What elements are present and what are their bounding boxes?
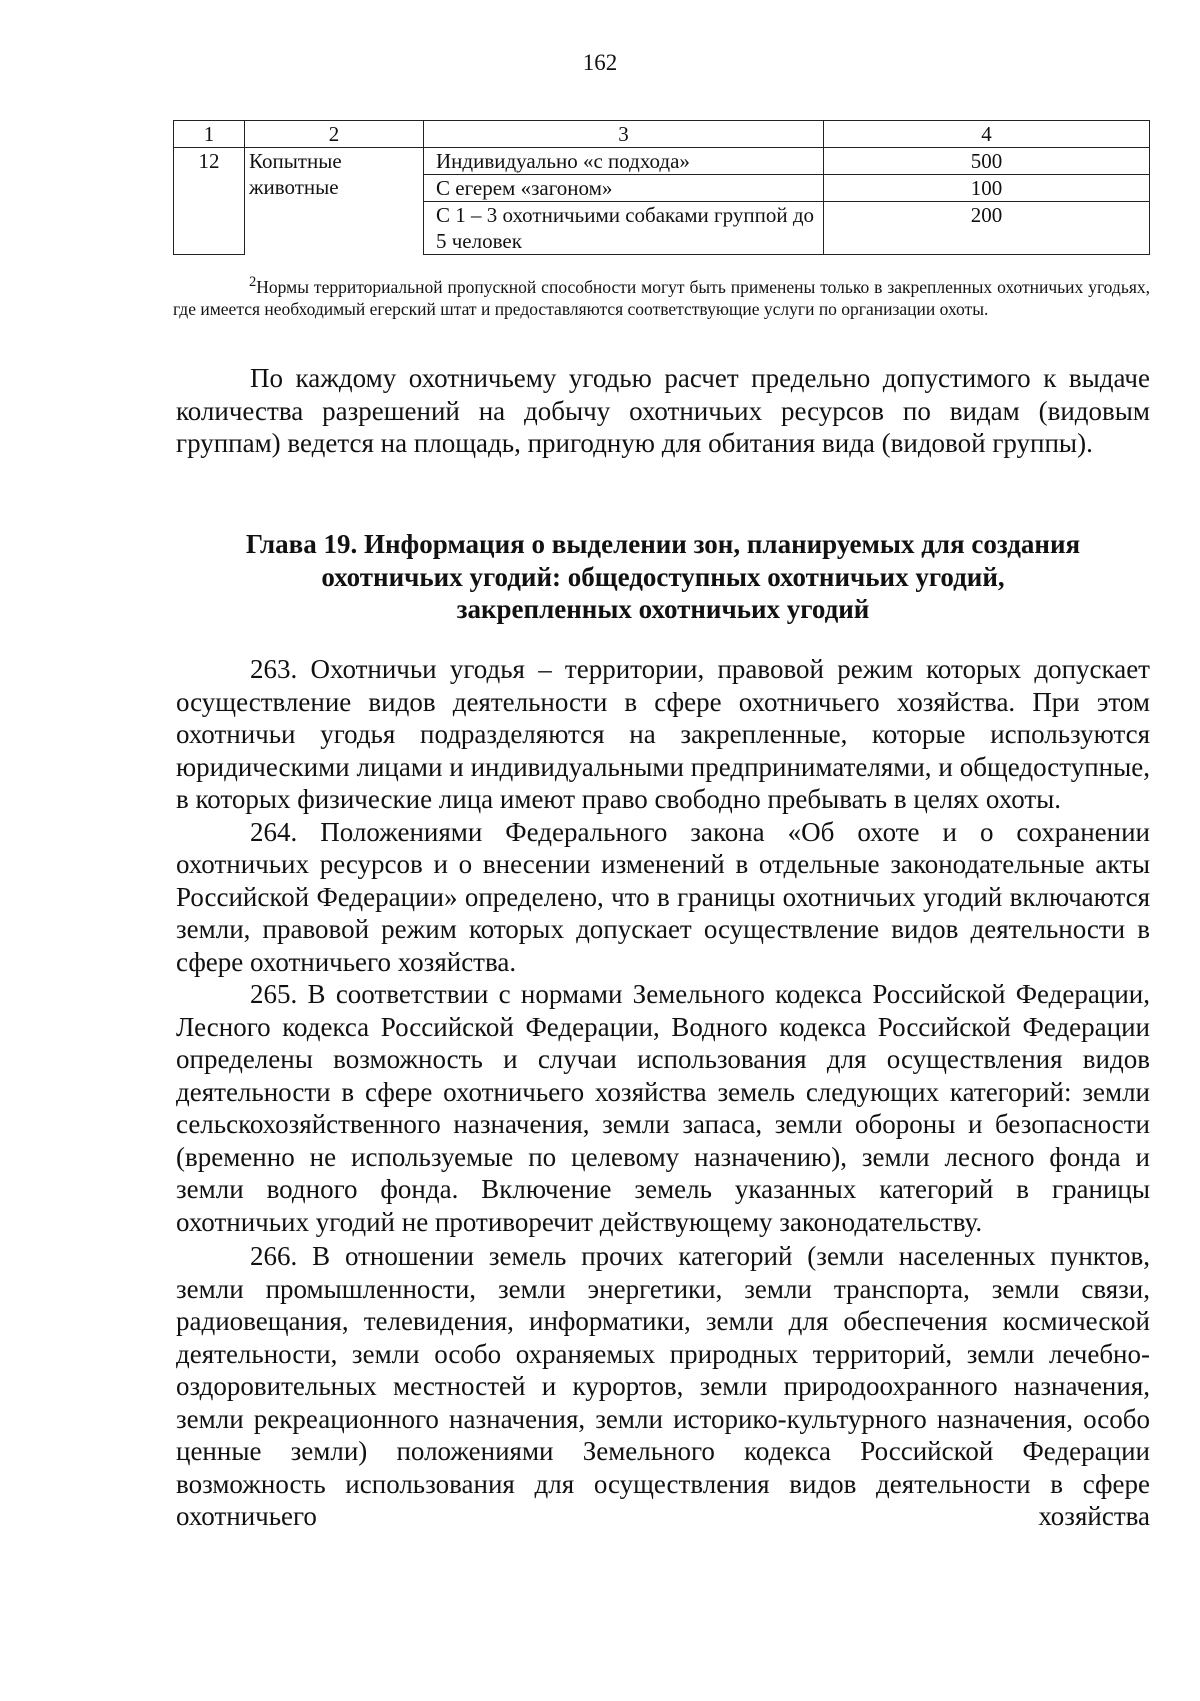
hunting-method-cell: С 1 – 3 охотничьими собаками группой до 5 человек	[424, 202, 824, 255]
chapter-heading-line: охотничьих угодий: общедоступных охотничьих угодий,	[321, 561, 1005, 592]
intro-paragraph: По каждому охотничьему угодью расчет предельно допустимого к выдаче количества разрешений на добычу охотничьих ресурсов по видам (видовым группам) ведется на площадь, пригодную для обитания вида (видовой группы).	[176, 363, 1150, 458]
footnote	[173, 271, 1150, 320]
paragraph-265: 265. В соответствии с нормами Земельного кодекса Российской Федерации, Лесного кодекса Российской Федерации, Водного кодекса Российской Федерации определены возможность и случаи использования для осуществления видов деятельности в сфере охотничьего хозяйства земель следующих категорий: земли сельскохозяйственного назначения, земли запаса, земли обороны и безопасности (временно не используемые по целевому назначению), земли лесного фонда и земли водного фонда. Включение земель указанных категорий в границы охотничьих угодий не противоречит действующему законодательству.	[176, 979, 1150, 1237]
norm-value-cell: 100	[824, 175, 1150, 202]
chapter-heading	[176, 528, 1150, 626]
table-row	[174, 148, 1150, 175]
chapter-heading-line: Глава 19. Информация о выделении зон, планируемых для создания	[245, 529, 1081, 559]
table-header-cell: 2	[245, 121, 424, 148]
table-header-cell: 4	[824, 121, 1150, 148]
norm-value-cell: 200	[824, 202, 1150, 255]
row-number-cell: 12	[174, 148, 245, 255]
paragraph-264: 264. Положениями Федерального закона «Об охоте и о сохранении охотничьих ресурсов и о внесении изменений в отдельные законодательные акты Российской Федерации» определено, что в границы охотничьих угодий включаются земли, правовой режим которых допускает осуществление видов деятельности в сфере охотничьего хозяйства.	[176, 816, 1150, 977]
paragraph-263: 263. Охотничьи угодья – территории, правовой режим которых допускает осуществление видов деятельности в сфере охотничьего хозяйства. При этом охотничьи угодья подразделяются на закрепленные, которые используются юридическими лицами и индивидуальными предпринимателями, и общедоступные, в которых физические лица имеют право свободно пребывать в целях охоты.	[176, 654, 1150, 814]
animal-group-line: Копытные	[249, 149, 342, 173]
footnote-text: Нормы территориальной пропускной способности могут быть применены только в закрепленных охотничьих угодьях, где имеется необходимый егерский штат и предоставляются соответствующие услуги по организации охоты.	[173, 276, 1150, 319]
chapter-heading-line: закрепленных охотничьих угодий	[456, 594, 870, 624]
table-header-cell: 1	[174, 121, 245, 148]
paragraph-266: 266. В отношении земель прочих категорий (земли населенных пунктов, земли промышленности, земли энергетики, земли транспорта, земли связи, радиовещания, телевидения, информатики, земли для обеспечения космической деятельности, земли особо охраняемых природных территорий, земли лечебно-оздоровительных местностей и курортов, земли природоохранного назначения, земли рекреационного назначения, земли историко-культурного назначения, особо ценные земли) положениями Земельного кодекса Российской Федерации возможность использования для осуществления видов деятельности в сфере охотничьего хозяйства	[176, 1241, 1150, 1531]
footnote-mark: 2	[249, 274, 257, 290]
hunting-method-cell: С егерем «загоном»	[424, 175, 824, 202]
chapter-body	[176, 653, 1150, 1533]
animal-group-line: животные	[249, 175, 339, 199]
table-header-cell: 3	[424, 121, 824, 148]
hunting-norms-table	[173, 120, 1150, 255]
animal-group-cell	[245, 148, 424, 255]
page-number: 162	[582, 50, 618, 75]
hunting-method-cell: Индивидуально «с подхода»	[424, 148, 824, 175]
table-header-row	[174, 121, 1150, 148]
norm-value-cell: 500	[824, 148, 1150, 175]
